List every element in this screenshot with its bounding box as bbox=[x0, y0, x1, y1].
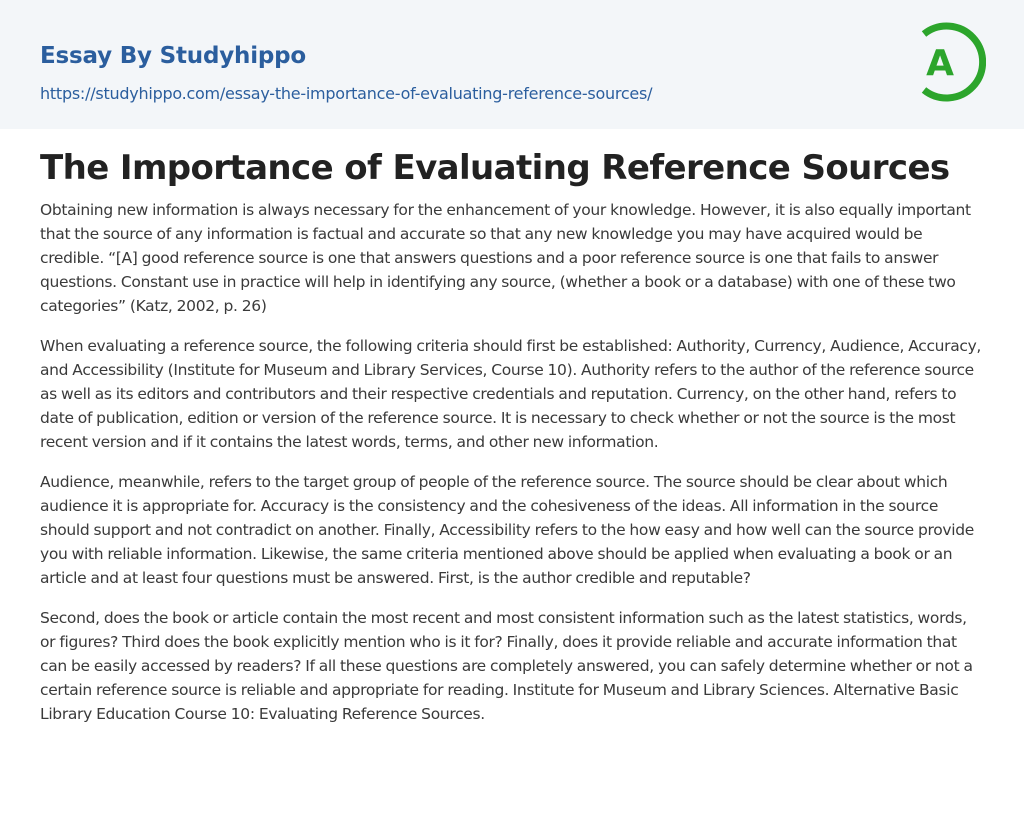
article-paragraph: When evaluating a reference source, the following criteria should first be established: Authority, Currency, Audience, Accuracy, and Accessibility (Institute for Museum and Library Services, Course 10). Authority refers to the author of the reference source as well as its editors and contributors and their respective credentials and reputation. Currency, on the other hand, refers to date of publication, edition or version of the reference source. It is necessary to check whether or not the source is the most recent version and if it contains the latest words, terms, and other new information. bbox=[40, 337, 982, 451]
article-paragraph: Obtaining new information is always necessary for the enhancement of your knowledge. However, it is also equally important that the source of any information is factual and accurate so that any new knowledge you may have acquired would be credible. “[A] good reference source is one that answers questions and a poor reference source is one that fails to answer questions. Constant use in practice will help in identifying any source, (whether a book or a database) with one of these two categories” (Katz, 2002, p. 26) bbox=[40, 201, 971, 315]
article-body bbox=[40, 144, 986, 742]
studyhippo-logo-icon[interactable] bbox=[912, 18, 986, 106]
logo-letter: A bbox=[926, 43, 954, 84]
site-name[interactable]: Essay By Studyhippo bbox=[40, 43, 307, 69]
page-header bbox=[0, 0, 1024, 129]
source-url-link[interactable]: https://studyhippo.com/essay-the-importance-of-evaluating-reference-sources/ bbox=[40, 84, 653, 103]
article-title: The Importance of Evaluating Reference Sources bbox=[40, 148, 950, 188]
article-paragraph: Audience, meanwhile, refers to the target group of people of the reference source. The source should be clear about which audience it is appropriate for. Accuracy is the consistency and the cohesiveness of the ideas. All information in the source should support and not contradict on another. Finally, Accessibility refers to the how easy and how well can the source provide you with reliable information. Likewise, the same criteria mentioned above should be applied when evaluating a book or an article and at least four questions must be answered. First, is the author credible and reputable? bbox=[40, 473, 974, 587]
article-paragraph: Second, does the book or article contain the most recent and most consistent information such as the latest statistics, words, or figures? Third does the book explicitly mention who is it for? Finally, does it provide reliable and accurate information that can be easily accessed by readers? If all these questions are completely answered, you can safely determine whether or not a certain reference source is reliable and appropriate for reading. Institute for Museum and Library Sciences. Alternative Basic Library Education Course 10: Evaluating Reference Sources. bbox=[40, 609, 973, 723]
